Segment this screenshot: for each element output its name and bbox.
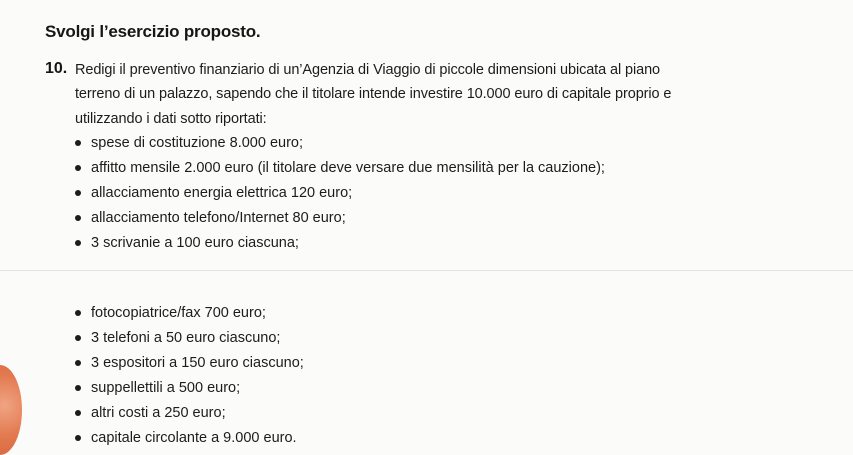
bullet-icon [75,240,81,246]
exercise-heading: Svolgi l’esercizio proposto. [45,22,261,41]
list-item-text: fotocopiatrice/fax 700 euro; [91,304,266,321]
bullet-icon [75,140,81,146]
list-item [75,350,304,375]
list-item-text: spese di costituzione 8.000 euro; [91,134,303,151]
list-item-text: affitto mensile 2.000 euro (il titolare deve versare due mensilità per la cauzione); [91,159,605,176]
list-item-text: allacciamento energia elettrica 120 euro; [91,184,353,201]
intro-line-3: utilizzando i dati sotto riportati: [75,111,267,127]
bullet-icon [75,215,81,221]
intro-line-2: terreno di un palazzo, sapendo che il titolare intende investire 10.000 euro di capitale proprio e [75,86,672,102]
list-item [75,325,304,350]
list-item-text: 3 espositori a 150 euro ciascuno; [91,354,304,371]
bullet-icon [75,410,81,416]
list-item-text: allacciamento telefono/Internet 80 euro; [91,209,346,226]
exercise-number: 10. [45,60,68,77]
list-item [75,375,304,400]
orange-edge-decoration [0,365,22,455]
cost-list-part-2 [75,300,304,450]
list-item [75,130,605,155]
bullet-icon [75,360,81,366]
list-item [75,205,605,230]
list-item-text: suppellettili a 500 euro; [91,379,241,396]
bullet-icon [75,310,81,316]
list-item [75,230,605,255]
list-item [75,425,304,450]
cost-list-part-1 [75,130,605,255]
bullet-icon [75,190,81,196]
list-item-text: 3 scrivanie a 100 euro ciascuna; [91,234,299,251]
list-item [75,180,605,205]
bullet-icon [75,385,81,391]
intro-line-1: Redigi il preventivo finanziario di un’Agenzia di Viaggio di piccole dimensioni ubicata al piano [75,62,660,78]
list-item [75,155,605,180]
bullet-icon [75,165,81,171]
list-item [75,300,304,325]
list-item [75,400,304,425]
list-item-text: altri costi a 250 euro; [91,404,226,421]
bullet-icon [75,335,81,341]
page-break-divider [0,270,853,271]
list-item-text: 3 telefoni a 50 euro ciascuno; [91,329,281,346]
list-item-text: capitale circolante a 9.000 euro. [91,429,297,446]
